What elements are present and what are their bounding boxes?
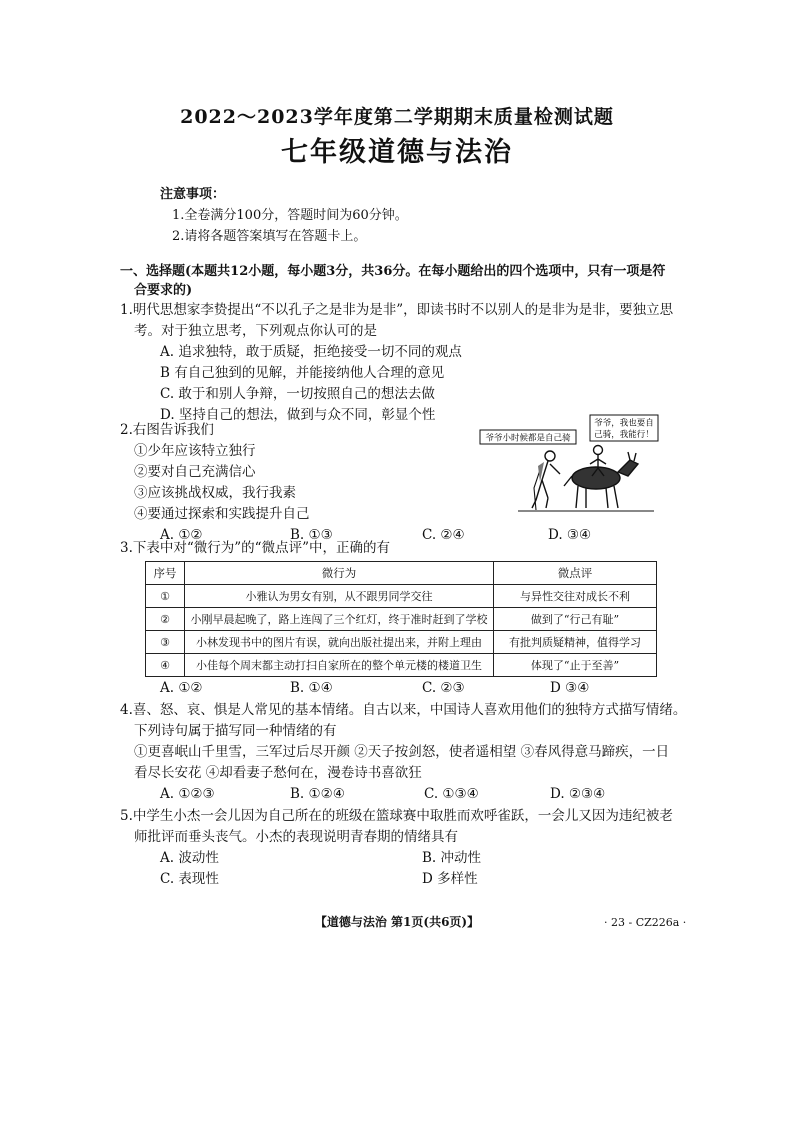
table-header-row [146, 562, 657, 585]
question-4-line-4: 看尽长安花 ④却看妻子愁何在，漫卷诗书喜欲狂 [134, 765, 422, 781]
question-2-option-d: D. ③④ [548, 527, 592, 543]
notice-item-1: 1.全卷满分100分，答题时间为60分钟。 [172, 208, 408, 223]
question-3-options [120, 678, 680, 699]
table-cell: 有批判质疑精神，值得学习 [494, 631, 657, 654]
question-2-option-a: A. ①② [160, 527, 203, 543]
table-row [146, 631, 657, 654]
table-header-comment: 微点评 [494, 562, 657, 585]
exam-subject-title: 七年级道德与法治 [281, 137, 513, 168]
question-5-line-1: 5.中学生小杰一会儿因为自己所在的班级在篮球赛中取胜而欢呼雀跃，一会儿又因为违纪被老 [120, 808, 673, 824]
question-3-table [145, 561, 657, 677]
table-cell: 小雅认为男女有别，从不跟男同学交往 [185, 585, 494, 608]
question-5-line-2: 师批评而垂头丧气。小杰的表现说明青春期的情绪具有 [134, 829, 458, 845]
speech-bubble-right-line-1: 爷爷，我也要自 [594, 418, 654, 429]
table-header-behavior: 微行为 [185, 562, 494, 585]
exam-title: 2022～2023学年度第二学期期末质量检测试题 [180, 106, 614, 128]
question-3-option-d: D ③④ [550, 680, 590, 696]
table-row [146, 654, 657, 677]
question-4-option-c: C. ①③④ [424, 786, 479, 802]
speech-bubble-right-line-2: 己骑，我能行！ [594, 430, 654, 440]
notice-item-2: 2.请将各题答案填写在答题卡上。 [172, 229, 367, 244]
question-2-option-b: B. ①③ [290, 527, 333, 543]
question-3-stem: 3.下表中对“微行为”的“微点评”中，正确的有 [120, 540, 390, 556]
section-heading-line-2: 合要求的) [134, 283, 193, 298]
paper-code: · 23 - CZ226a · [604, 916, 687, 929]
cartoon-grandpa-donkey [478, 414, 660, 514]
speech-bubble-left-text: 爷爷小时候都是自己骑 [485, 433, 571, 444]
question-4-option-d: D. ②③④ [550, 786, 606, 802]
question-2-item-2: ②要对自己充满信心 [134, 464, 256, 480]
table-cell: 小林发现书中的图片有误，就向出版社提出来，并附上理由 [185, 631, 494, 654]
notice-heading: 注意事项： [160, 187, 226, 202]
table-cell: 小刚早晨起晚了，路上连闯了三个红灯，终于准时赶到了学校 [185, 608, 494, 631]
question-5-option-a: A. 波动性 [160, 850, 219, 866]
question-2-item-1: ①少年应该特立独行 [134, 443, 256, 459]
question-5 [120, 806, 692, 890]
table-cell: 体现了“止于至善” [494, 654, 657, 677]
section-heading-line-1: 一、选择题(本题共12小题，每小题3分，共36分。在每小题给出的四个选项中，只有一项是符 [120, 264, 666, 279]
question-2-item-4: ④要通过探索和实践提升自己 [134, 506, 310, 522]
question-3 [120, 538, 680, 559]
question-5-option-b: B. 冲动性 [422, 850, 482, 866]
grandpa-figure [532, 451, 560, 510]
table-header-index: 序号 [146, 562, 185, 585]
table-cell: 与异性交往对成长不利 [494, 585, 657, 608]
question-2-option-c: C. ②④ [422, 527, 465, 543]
question-4-line-3: ①更喜岷山千里雪，三军过后尽开颜 ②天子按剑怒，使者遥相望 ③春风得意马蹄疾，一日 [134, 744, 670, 760]
question-4-line-2: 下列诗句属于描写同一种情绪的有 [134, 723, 337, 739]
question-4 [120, 700, 692, 805]
question-1-option-a: A. 追求独特，敢于质疑，拒绝接受一切不同的观点 [160, 344, 462, 360]
table-cell: ④ [146, 654, 185, 677]
page-footer: 【道德与法治 第1页(共6页)】 [314, 915, 480, 929]
table-cell: ① [146, 585, 185, 608]
question-5-option-c: C. 表现性 [160, 871, 219, 887]
question-1-option-c: C. 敢于和别人争辩，一切按照自己的想法去做 [160, 386, 435, 402]
question-3-option-b: B. ①④ [290, 680, 333, 696]
question-4-option-a: A. ①②③ [160, 786, 215, 802]
donkey-with-child [564, 446, 638, 509]
table-row [146, 608, 657, 631]
cartoon-illustration [478, 414, 660, 514]
question-4-options [120, 784, 692, 805]
question-5-options-row-2 [120, 869, 692, 890]
notice-block [160, 184, 408, 247]
question-2-item-3: ③应该挑战权威，我行我素 [134, 485, 296, 501]
table-cell: 小佳每个周末都主动打扫自家所在的整个单元楼的楼道卫生 [185, 654, 494, 677]
question-1-option-d: D. 坚持自己的想法，做到与众不同，彰显个性 [160, 407, 436, 423]
table-cell: 做到了“行己有耻” [494, 608, 657, 631]
section-heading [120, 262, 680, 300]
table-row [146, 585, 657, 608]
question-1-line-2: 考。对于独立思考，下列观点你认可的是 [134, 323, 377, 339]
question-4-option-b: B. ①②④ [290, 786, 345, 802]
question-3-option-a: A. ①② [160, 680, 203, 696]
question-5-options-row-1 [120, 848, 692, 869]
question-1 [120, 300, 680, 426]
question-1-line-1: 1.明代思想家李贽提出“不以孔子之是非为是非”，即读书时不以别人的是非为是非，要独立思 [120, 302, 674, 318]
table-cell: ③ [146, 631, 185, 654]
question-2-stem: 2.右图告诉我们 [120, 422, 214, 438]
question-5-option-d: D 多样性 [422, 871, 478, 887]
question-1-option-b: B 有自己独到的见解，并能接纳他人合理的意见 [160, 365, 445, 381]
question-3-options-block [120, 678, 680, 699]
table-cell: ② [146, 608, 185, 631]
question-4-line-1: 4.喜、怒、哀、惧是人常见的基本情绪。自古以来，中国诗人喜欢用他们的独特方式描写情绪。 [120, 702, 687, 718]
question-3-option-c: C. ②③ [422, 680, 465, 696]
